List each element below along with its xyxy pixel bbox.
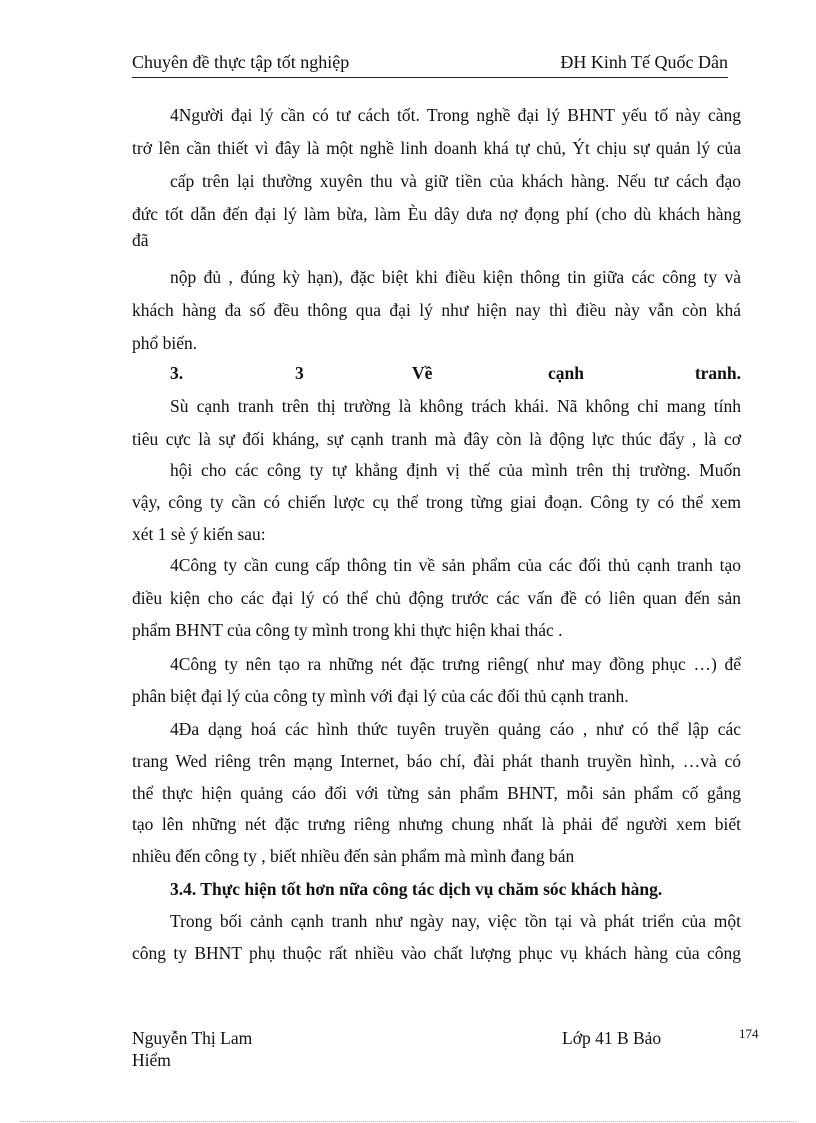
text-line: hội cho các công ty tự khẳng định vị thế của mình trên thị trường. Muốn (170, 460, 741, 480)
text-line: 4Công ty nên tạo ra những nét đặc trưng riêng( như may đồng phục …) để (170, 654, 741, 674)
text-line: 4Công ty cần cung cấp thông tin về sản phẩm của các đối thủ cạnh tranh tạo (170, 555, 741, 575)
text-line: đức tốt dẫn đến đại lý làm bừa, làm Èu dây dưa nợ đọng phí (cho dù khách hàng (132, 204, 741, 224)
heading-part: 3. (170, 363, 184, 383)
text-line: khách hàng đa số đều thông qua đại lý như hiện nay thì điều này vẫn còn khá (132, 300, 741, 320)
text-line: 4Đa dạng hoá các hình thức tuyên truyền quảng cáo , như có thể lập các (170, 719, 741, 739)
page-number: 174 (739, 1026, 759, 1041)
text-line: cấp trên lại thường xuyên thu và giữ tiền của khách hàng. Nếu tư cách đạo (170, 171, 741, 191)
heading-part: tranh. (694, 363, 741, 383)
text-line: Trong bối cảnh cạnh tranh như ngày nay, việc tồn tại và phát triển của một (170, 911, 741, 931)
text-line: xét 1 sè ý kiến sau: (132, 524, 266, 544)
text-line: vậy, công ty cần có chiến lược cụ thể trong từng giai đoạn. Công ty có thể xem (132, 492, 741, 512)
text-line: trang Wed riêng trên mạng Internet, báo chí, đài phát thanh truyền hình, …và có (132, 751, 741, 771)
footer-class: Lớp 41 B Bảo (562, 1028, 662, 1048)
text-line: công ty BHNT phụ thuộc rất nhiều vào chất lượng phục vụ khách hàng của công (132, 943, 741, 963)
header-course-title: Chuyên đề thực tập tốt nghiệp (132, 52, 350, 72)
header-university: ĐH Kinh Tế Quốc Dân (560, 52, 728, 72)
heading-part: 3 (295, 363, 304, 383)
text-line: nhiều đến công ty , biết nhiều đến sản phẩm mà mình đang bán (132, 846, 575, 866)
text-line: trở lên cần thiết vì đây là một nghề linh doanh khá tự chủ, Ýt chịu sự quản lý của (132, 138, 741, 158)
text-line: tạo lên những nét đặc trưng riêng nhưng chung nhất là phải để người xem biết (132, 814, 741, 834)
header-divider (132, 77, 728, 78)
footer-author-name-cont: Hiểm (132, 1050, 171, 1070)
text-line: thể thực hiện quảng cáo đối với từng sản phẩm BHNT, mỗi sản phẩm cố gắng (132, 783, 741, 803)
text-line: phẩm BHNT của công ty mình trong khi thực hiện khai thác . (132, 620, 563, 640)
text-line: Sù cạnh tranh trên thị trường là không trách khái. Nã không chỉ mang tính (170, 396, 741, 416)
page-bottom-edge (20, 1121, 796, 1122)
heading-part: Về (412, 363, 433, 383)
text-line: đã (132, 230, 149, 250)
text-line: phân biệt đại lý của công ty mình với đại lý của các đối thủ cạnh tranh. (132, 686, 629, 706)
footer-author-name: Nguyễn Thị Lam (132, 1028, 253, 1048)
text-line: 4Người đại lý cần có tư cách tốt. Trong nghề đại lý BHNT yếu tố này càng (170, 105, 741, 125)
text-line: tiêu cực là sự đối kháng, sự cạnh tranh mà đây còn là động lực thúc đẩy , là cơ (132, 429, 741, 449)
text-line: nộp đủ , đúng kỳ hạn), đặc biệt khi điều kiện thông tin giữa các công ty và (170, 267, 741, 287)
text-line: phổ biến. (132, 333, 198, 353)
text-line: điều kiện cho các đại lý có thể chủ động trước các vấn đề có liên quan đến sản (132, 588, 741, 608)
heading-part: cạnh (548, 363, 584, 383)
section-heading-3-4: 3.4. Thực hiện tốt hơn nữa công tác dịch vụ chăm sóc khách hàng. (170, 879, 663, 899)
page-header (132, 52, 728, 78)
